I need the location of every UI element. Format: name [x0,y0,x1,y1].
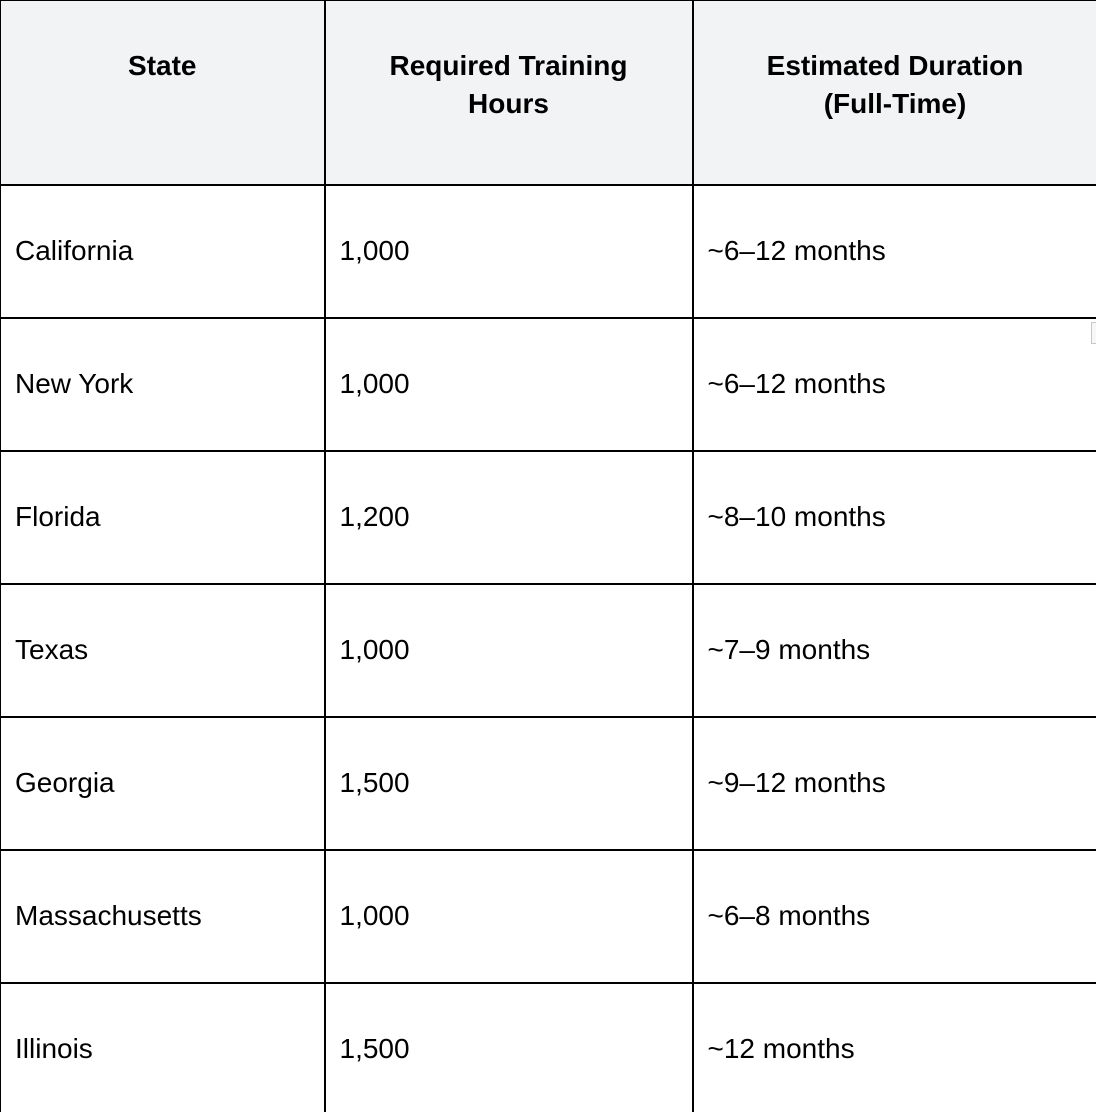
cell-state: Massachusetts [1,850,325,983]
header-state-label: State [128,50,197,81]
header-required-training-hours [325,1,693,185]
cell-duration: ~6–12 months [693,185,1096,318]
table-row [1,451,1096,584]
header-estimated-duration [693,1,1096,185]
header-hours-line2: Hours [468,88,549,119]
cell-duration: ~6–8 months [693,850,1096,983]
cell-hours: 1,000 [325,584,693,717]
table-row [1,185,1096,318]
header-duration-line1: Estimated Duration [766,50,1024,81]
table-row [1,850,1096,983]
table-row [1,318,1096,451]
table-row [1,584,1096,717]
cell-state: California [1,185,325,318]
cell-state: Texas [1,584,325,717]
cell-state: New York [1,318,325,451]
cell-hours: 1,500 [325,983,693,1112]
cell-hours: 1,000 [325,318,693,451]
table-header [1,1,1096,185]
header-state [1,1,325,185]
cell-hours: 1,000 [325,185,693,318]
cell-hours: 1,000 [325,850,693,983]
cell-state: Georgia [1,717,325,850]
header-duration-line2: (Full-Time) [823,88,967,119]
cell-duration: ~9–12 months [693,717,1096,850]
cell-hours: 1,200 [325,451,693,584]
cell-duration: ~12 months [693,983,1096,1112]
header-hours-line1: Required Training [389,50,628,81]
table-row [1,717,1096,850]
cell-state: Florida [1,451,325,584]
cell-duration: ~6–12 months [693,318,1096,451]
header-row [1,1,1096,185]
cell-hours: 1,500 [325,717,693,850]
column-resize-handle[interactable] [1091,322,1096,344]
cell-duration: ~7–9 months [693,584,1096,717]
table-row [1,983,1096,1112]
table-body [1,185,1096,1112]
cell-duration: ~8–10 months [693,451,1096,584]
cell-state: Illinois [1,983,325,1112]
